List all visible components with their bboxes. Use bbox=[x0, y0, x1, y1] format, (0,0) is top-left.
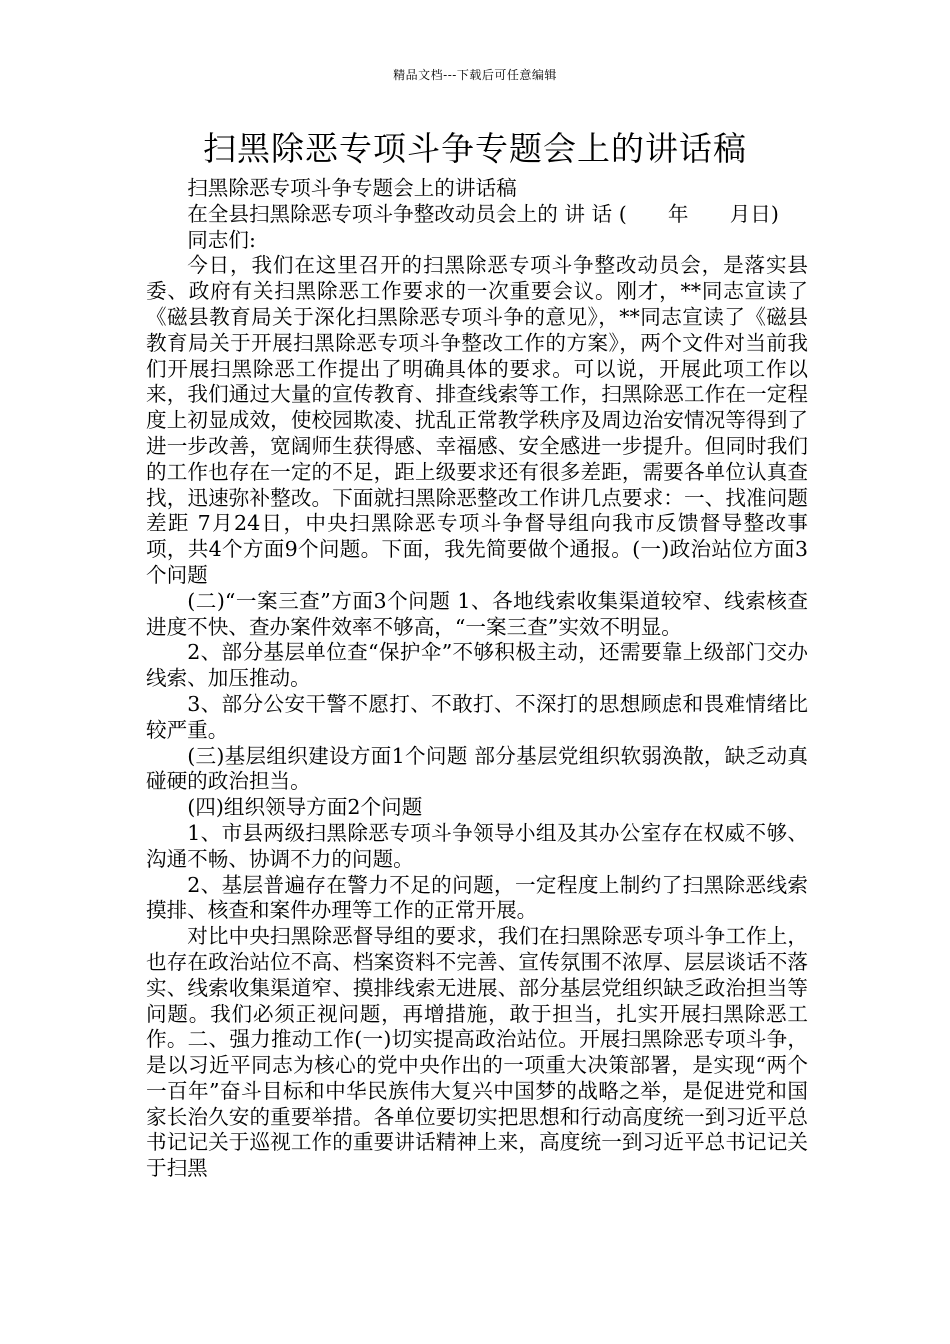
paragraph: 2、基层普遍存在警力不足的问题，一定程度上制约了扫黑除恶线索摸排、核查和案件办理等工作的正常开展。 bbox=[146, 872, 808, 923]
paragraph: (二)“一案三查”方面3个问题 1、各地线索收集渠道较窄、线索核查进度不快、查办案件效率不够高，“一案三查”实效不明显。 bbox=[146, 588, 808, 639]
document-body bbox=[146, 176, 808, 1182]
document-title: 扫黑除恶专项斗争专题会上的讲话稿 bbox=[203, 129, 747, 168]
salutation: 同志们: bbox=[187, 227, 256, 252]
paragraph: 1、市县两级扫黑除恶专项斗争领导小组及其办公室存在权威不够、沟通不畅、协调不力的问题。 bbox=[146, 820, 808, 871]
paragraph: (四)组织领导方面2个问题 bbox=[187, 795, 423, 820]
paragraph: 2、部分基层单位查“保护伞”不够积极主动，还需要靠上级部门交办线索、加压推动。 bbox=[146, 640, 808, 691]
paragraph: 对比中央扫黑除恶督导组的要求，我们在扫黑除恶专项斗争工作上，也存在政治站位不高、档案资料不完善、宣传氛围不浓厚、层层谈话不落实、线索收集渠道窄、摸排线索无进展、部分基层党组织缺乏政治担当等问题。我们必须正视问题，再增措施，敢于担当，扎实开展扫黑除恶工作。二、强力推动工作(一)切实提高政治站位。开展扫黑除恶专项斗争，是以习近平同志为核心的党中央作出的一项重大决策部署，是实现“两个一百年”奋斗目标和中华民族伟大复兴中国梦的战略之举，是促进党和国家长治久安的重要举措。各单位要切实把思想和行动高度统一到习近平总书记记关于巡视工作的重要讲话精神上来，高度统一到习近平总书记记关于扫黑 bbox=[146, 924, 808, 1181]
subtitle: 扫黑除恶专项斗争专题会上的讲话稿 bbox=[187, 176, 517, 200]
paragraph: (三)基层组织建设方面1个问题 部分基层党组织软弱涣散，缺乏动真碰硬的政治担当。 bbox=[146, 743, 808, 794]
paragraph: 今日，我们在这里召开的扫黑除恶专项斗争整改动员会，是落实县委、政府有关扫黑除恶工作要求的一次重要会议。刚才，**同志宣读了《磁县教育局关于深化扫黑除恶专项斗争的意见》，**同志宣读了《磁县教育局关于开展扫黑除恶专项斗争整改工作的方案》，两个文件对当前我们开展扫黑除恶工作提出了明确具体的要求。可以说，开展此项工作以来，我们通过大量的宣传教育、排查线索等工作，扫黑除恶工作在一定程度上初显成效，使校园欺凌、扰乱正常教学秩序及周边治安情况等得到了进一步改善，宽阔师生获得感、幸福感、安全感进一步提升。但同时我们的工作也存在一定的不足，距上级要求还有很多差距，需要各单位认真查找，迅速弥补整改。下面就扫黑除恶整改工作讲几点要求：一、找准问题差距 7月24日，中央扫黑除恶专项斗争督导组向我市反馈督导整改事项，共4个方面9个问题。下面，我先简要做个通报。(一)政治站位方面3个问题 bbox=[146, 253, 808, 587]
header-note: 精品文档---下载后可任意编辑 bbox=[393, 68, 557, 82]
paragraph: 3、部分公安干警不愿打、不敢打、不深打的思想顾虑和畏难情绪比较严重。 bbox=[146, 691, 808, 742]
speech-heading: 在全县扫黑除恶专项斗争整改动员会上的 讲 话 ( 年 月日) bbox=[187, 201, 779, 226]
